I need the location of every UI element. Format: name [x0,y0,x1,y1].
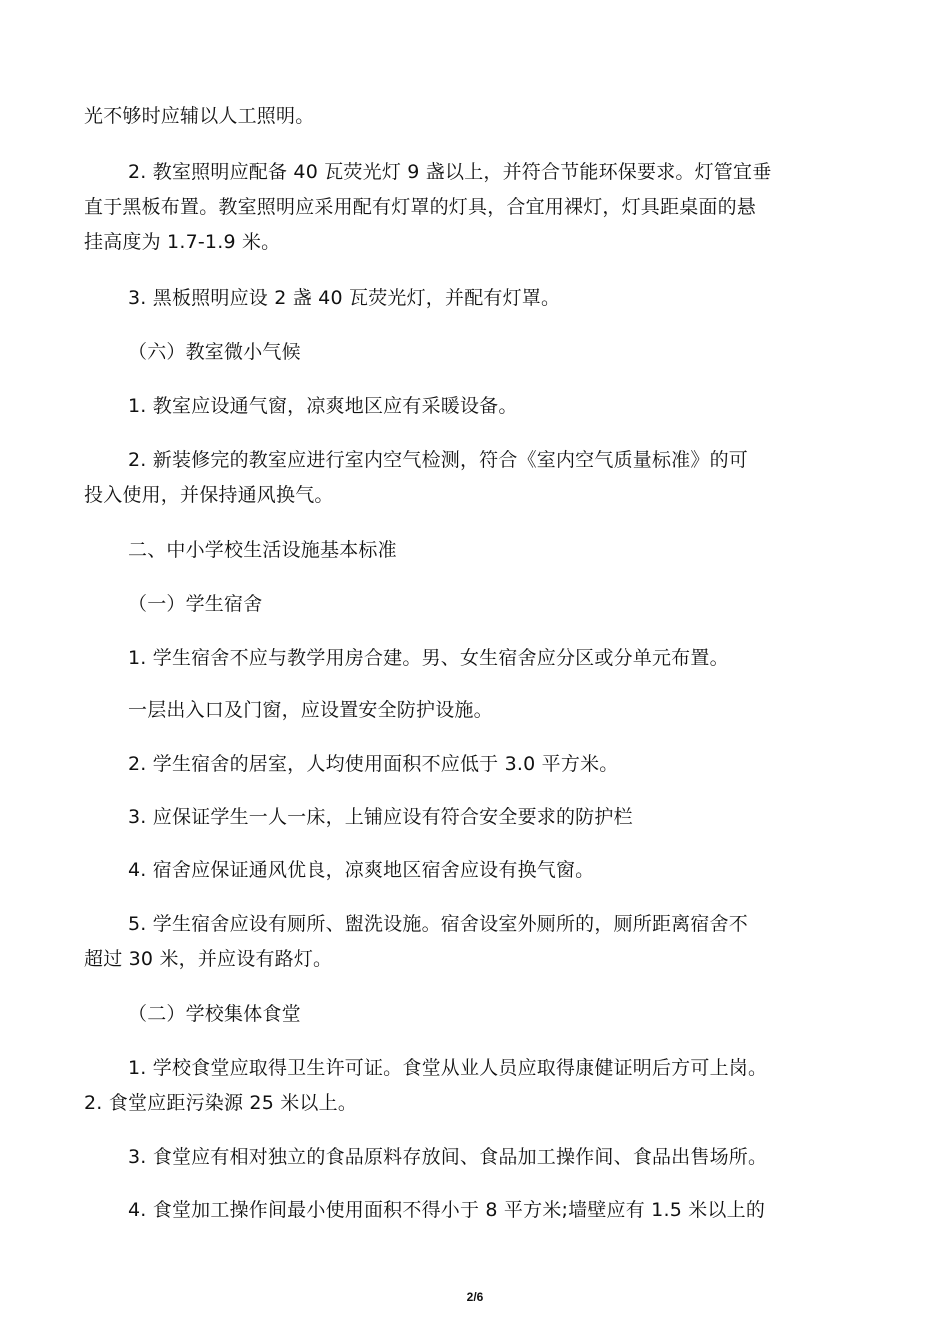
text-line: 超过 30 米，并应设有路灯。 [84,948,333,970]
text-line: 投入使用，并保持通风换气。 [84,484,334,506]
text-line: 直于黑板布置。教室照明应采用配有灯罩的灯具，合宜用裸灯，灯具距桌面的悬 [84,196,757,218]
text-line: 1. 教室应设通气窗，凉爽地区应有采暖设备。 [128,395,518,417]
section-heading: （一）学生宿舍 [128,593,263,615]
text-line: 2. 食堂应距污染源 25 米以上。 [84,1092,358,1114]
text-line: 2. 新装修完的教室应进行室内空气检测，符合《室内空气质量标准》的可 [128,449,748,471]
text-line: 光不够时应辅以人工照明。 [84,105,315,127]
text-line: 3. 食堂应有相对独立的食品原料存放间、食品加工操作间、食品出售场所。 [128,1146,768,1168]
text-line: 5. 学生宿舍应设有厕所、盥洗设施。宿舍设室外厕所的，厕所距离宿舍不 [128,913,748,935]
page-number: 2/6 [466,1290,484,1304]
text-line: 3. 应保证学生一人一床，上铺应设有符合安全要求的防护栏 [128,806,633,828]
text-line: 2. 教室照明应配备 40 瓦荧光灯 9 盏以上，并符合节能环保要求。灯管宜垂 [128,161,772,183]
text-line: 1. 学校食堂应取得卫生许可证。食堂从业人员应取得康健证明后方可上岗。 [128,1057,768,1079]
text-line: 一层出入口及门窗，应设置安全防护设施。 [128,699,493,721]
text-line: 1. 学生宿舍不应与教学用房合建。男、女生宿舍应分区或分单元布置。 [128,647,729,669]
chapter-heading: 二、中小学校生活设施基本标准 [128,539,397,561]
text-line: 4. 食堂加工操作间最小使用面积不得小于 8 平方米;墙壁应有 1.5 米以上的 [128,1199,766,1221]
section-heading: （二）学校集体食堂 [128,1003,301,1025]
section-heading: （六）教室微小气候 [128,341,301,363]
text-line: 挂高度为 1.7-1.9 米。 [84,231,281,253]
text-line: 2. 学生宿舍的居室，人均使用面积不应低于 3.0 平方米。 [128,753,619,775]
text-line: 4. 宿舍应保证通风优良，凉爽地区宿舍应设有换气窗。 [128,859,595,881]
text-line: 3. 黑板照明应设 2 盏 40 瓦荧光灯，并配有灯罩。 [128,287,561,309]
